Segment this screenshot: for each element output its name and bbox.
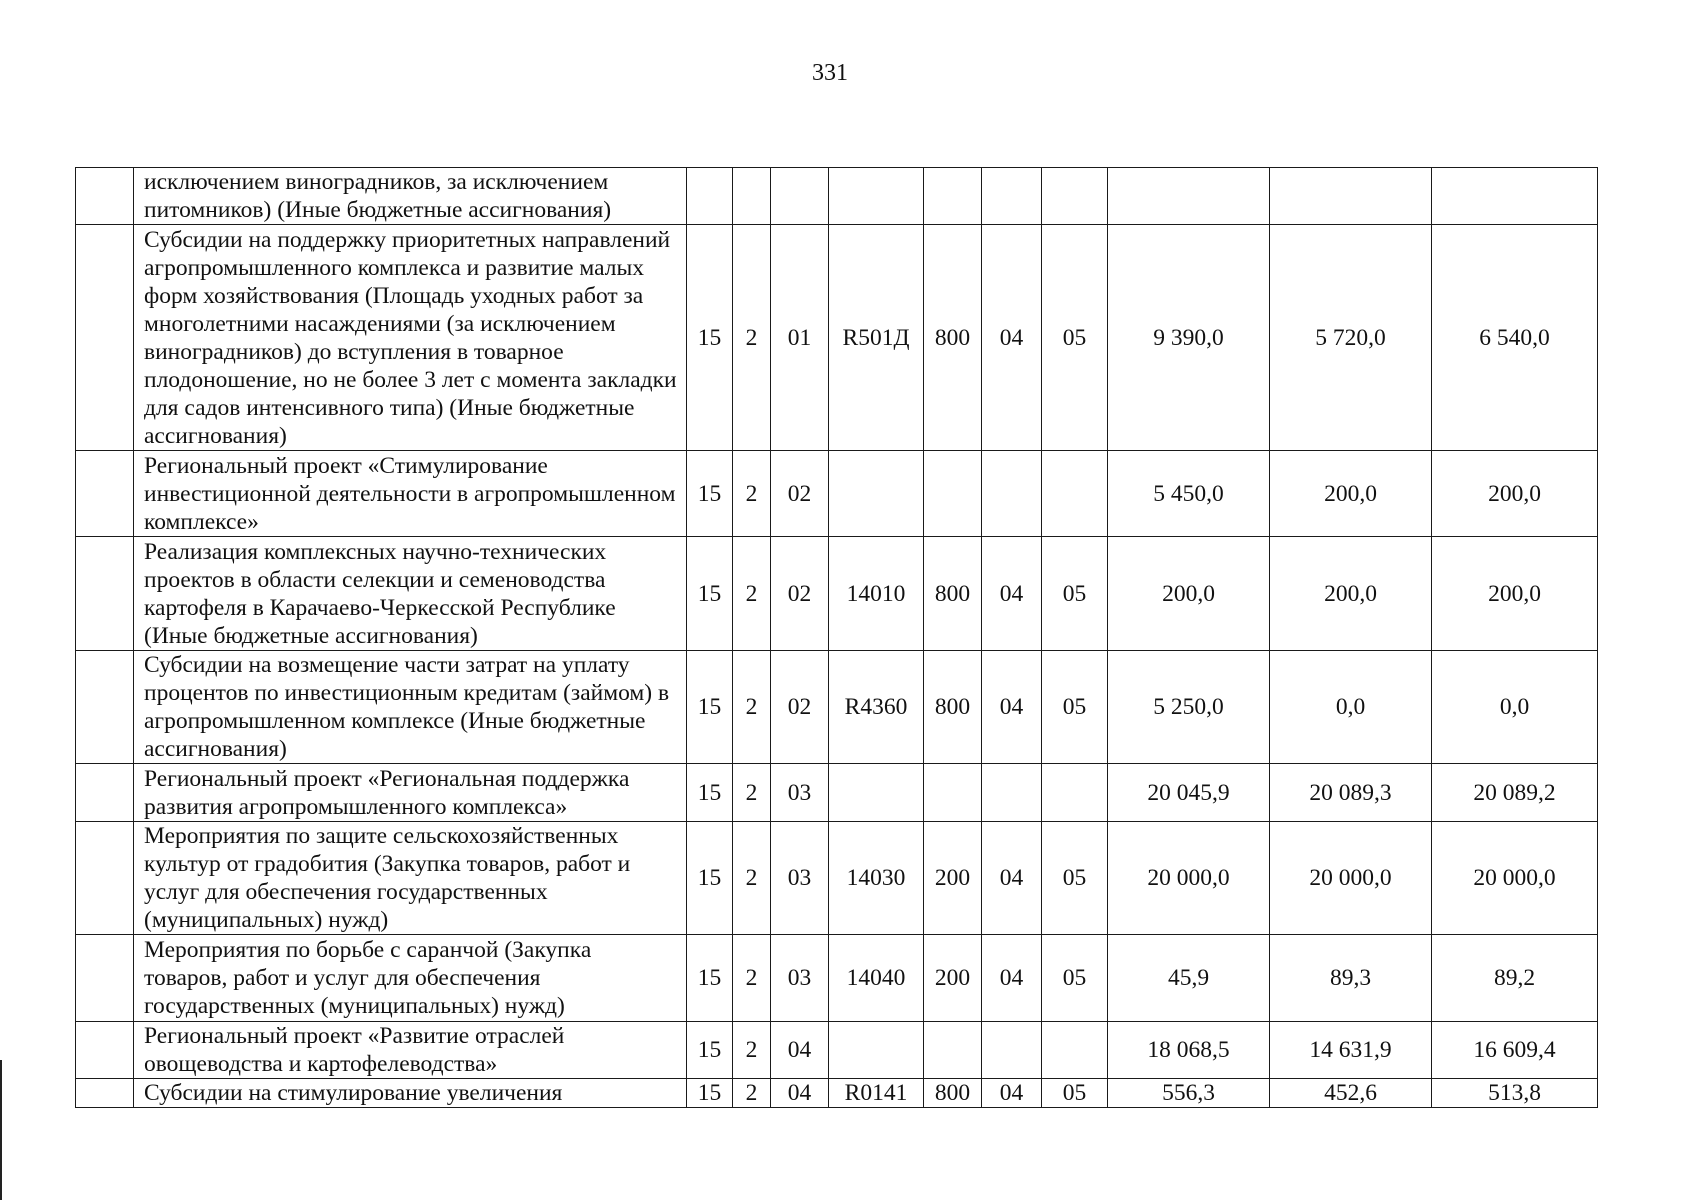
code-cell: 14010 [829, 537, 924, 651]
value-cell: 20 045,9 [1108, 764, 1270, 822]
code-cell: 02 [771, 537, 829, 651]
index-cell [76, 451, 134, 537]
value-cell: 0,0 [1432, 651, 1598, 764]
code-cell: 800 [924, 1079, 982, 1108]
code-cell [829, 168, 924, 225]
code-cell: 02 [771, 451, 829, 537]
value-cell: 452,6 [1270, 1079, 1432, 1108]
code-cell: R0141 [829, 1079, 924, 1108]
value-cell: 5 720,0 [1270, 225, 1432, 451]
value-cell: 89,3 [1270, 935, 1432, 1022]
table-row [76, 168, 1598, 225]
description-cell: Субсидии на стимулирование увеличения [134, 1079, 687, 1108]
code-cell: 800 [924, 225, 982, 451]
value-cell: 16 609,4 [1432, 1022, 1598, 1079]
value-cell: 556,3 [1108, 1079, 1270, 1108]
code-cell [1042, 764, 1108, 822]
code-cell: 15 [687, 537, 733, 651]
table-row [76, 764, 1598, 822]
index-cell [76, 225, 134, 451]
code-cell: 2 [733, 225, 771, 451]
code-cell: 14030 [829, 822, 924, 935]
code-cell [829, 764, 924, 822]
code-cell [829, 451, 924, 537]
code-cell: 2 [733, 1022, 771, 1079]
value-cell: 6 540,0 [1432, 225, 1598, 451]
value-cell: 18 068,5 [1108, 1022, 1270, 1079]
code-cell: 200 [924, 935, 982, 1022]
code-cell: 800 [924, 651, 982, 764]
description-cell: исключением виноградников, за исключением питомников) (Иные бюджетные ассигнования) [134, 168, 687, 225]
value-cell: 200,0 [1432, 451, 1598, 537]
code-cell: 800 [924, 537, 982, 651]
table-body [76, 168, 1598, 1108]
value-cell: 20 000,0 [1270, 822, 1432, 935]
description-cell: Региональный проект «Региональная поддержка развития агропромышленного комплекса» [134, 764, 687, 822]
code-cell: 2 [733, 1079, 771, 1108]
code-cell: 05 [1042, 225, 1108, 451]
value-cell: 200,0 [1270, 451, 1432, 537]
code-cell: 04 [771, 1022, 829, 1079]
value-cell: 20 089,3 [1270, 764, 1432, 822]
code-cell [1042, 451, 1108, 537]
code-cell: 200 [924, 822, 982, 935]
code-cell [982, 764, 1042, 822]
value-cell: 513,8 [1432, 1079, 1598, 1108]
description-cell: Мероприятия по борьбе с саранчой (Закупка товаров, работ и услуг для обеспечения государственных (муниципальных) нужд) [134, 935, 687, 1022]
value-cell: 200,0 [1270, 537, 1432, 651]
index-cell [76, 764, 134, 822]
code-cell [924, 764, 982, 822]
code-cell: 05 [1042, 1079, 1108, 1108]
scan-edge-line [0, 1060, 2, 1200]
code-cell: 04 [771, 1079, 829, 1108]
description-cell: Реализация комплексных научно-технических проектов в области селекции и семеноводства картофеля в Карачаево-Черкесской Республике (Иные бюджетные ассигнования) [134, 537, 687, 651]
index-cell [76, 1022, 134, 1079]
budget-table [75, 167, 1598, 1108]
code-cell: 04 [982, 1079, 1042, 1108]
index-cell [76, 168, 134, 225]
code-cell: 15 [687, 764, 733, 822]
code-cell: R501Д [829, 225, 924, 451]
code-cell [982, 451, 1042, 537]
value-cell: 0,0 [1270, 651, 1432, 764]
code-cell: 05 [1042, 935, 1108, 1022]
value-cell: 5 450,0 [1108, 451, 1270, 537]
description-cell: Субсидии на возмещение части затрат на уплату процентов по инвестиционным кредитам (займом) в агропромышленном комплексе (Иные бюджетные ассигнования) [134, 651, 687, 764]
index-cell [76, 822, 134, 935]
table-row [76, 225, 1598, 451]
code-cell [771, 168, 829, 225]
value-cell: 20 000,0 [1432, 822, 1598, 935]
value-cell [1108, 168, 1270, 225]
code-cell [1042, 168, 1108, 225]
code-cell [924, 168, 982, 225]
table-row [76, 537, 1598, 651]
value-cell [1432, 168, 1598, 225]
code-cell [733, 168, 771, 225]
value-cell: 20 000,0 [1108, 822, 1270, 935]
code-cell [982, 1022, 1042, 1079]
value-cell: 14 631,9 [1270, 1022, 1432, 1079]
value-cell: 20 089,2 [1432, 764, 1598, 822]
table-row [76, 451, 1598, 537]
value-cell: 200,0 [1432, 537, 1598, 651]
code-cell: 05 [1042, 822, 1108, 935]
code-cell: 2 [733, 451, 771, 537]
code-cell: 2 [733, 764, 771, 822]
code-cell: 03 [771, 935, 829, 1022]
code-cell [924, 451, 982, 537]
table-row [76, 822, 1598, 935]
code-cell: 04 [982, 935, 1042, 1022]
code-cell: 01 [771, 225, 829, 451]
description-cell: Региональный проект «Развитие отраслей овощеводства и картофелеводства» [134, 1022, 687, 1079]
code-cell: 2 [733, 651, 771, 764]
code-cell: 15 [687, 651, 733, 764]
value-cell [1270, 168, 1432, 225]
code-cell: 03 [771, 822, 829, 935]
code-cell: 15 [687, 1022, 733, 1079]
code-cell: 04 [982, 822, 1042, 935]
code-cell: 02 [771, 651, 829, 764]
code-cell [829, 1022, 924, 1079]
table-row [76, 1022, 1598, 1079]
code-cell [982, 168, 1042, 225]
code-cell [1042, 1022, 1108, 1079]
table-row [76, 935, 1598, 1022]
code-cell: 05 [1042, 537, 1108, 651]
value-cell: 89,2 [1432, 935, 1598, 1022]
index-cell [76, 935, 134, 1022]
code-cell: 04 [982, 537, 1042, 651]
code-cell: 05 [1042, 651, 1108, 764]
code-cell: 03 [771, 764, 829, 822]
code-cell: 2 [733, 822, 771, 935]
value-cell: 45,9 [1108, 935, 1270, 1022]
description-cell: Региональный проект «Стимулирование инвестиционной деятельности в агропромышленном комплексе» [134, 451, 687, 537]
table-row [76, 651, 1598, 764]
index-cell [76, 651, 134, 764]
budget-table-container [75, 167, 1597, 1108]
code-cell: 15 [687, 822, 733, 935]
index-cell [76, 1079, 134, 1108]
code-cell: 2 [733, 537, 771, 651]
code-cell: 2 [733, 935, 771, 1022]
code-cell: 15 [687, 451, 733, 537]
description-cell: Мероприятия по защите сельскохозяйственных культур от градобития (Закупка товаров, работ и услуг для обеспечения государственных (муниципальных) нужд) [134, 822, 687, 935]
value-cell: 200,0 [1108, 537, 1270, 651]
code-cell: 15 [687, 1079, 733, 1108]
code-cell: 14040 [829, 935, 924, 1022]
code-cell: 15 [687, 935, 733, 1022]
code-cell [687, 168, 733, 225]
code-cell: 04 [982, 225, 1042, 451]
page-number: 331 [812, 60, 848, 86]
value-cell: 9 390,0 [1108, 225, 1270, 451]
code-cell [924, 1022, 982, 1079]
value-cell: 5 250,0 [1108, 651, 1270, 764]
code-cell: 15 [687, 225, 733, 451]
code-cell: 04 [982, 651, 1042, 764]
index-cell [76, 537, 134, 651]
table-row [76, 1079, 1598, 1108]
description-cell: Субсидии на поддержку приоритетных направлений агропромышленного комплекса и развитие малых форм хозяйствования (Площадь уходных работ за многолетними насаждениями (за исключением виноградников) до вступления в товарное плодоношение, но не более 3 лет с момента закладки для садов интенсивного типа) (Иные бюджетные ассигнования) [134, 225, 687, 451]
code-cell: R4360 [829, 651, 924, 764]
